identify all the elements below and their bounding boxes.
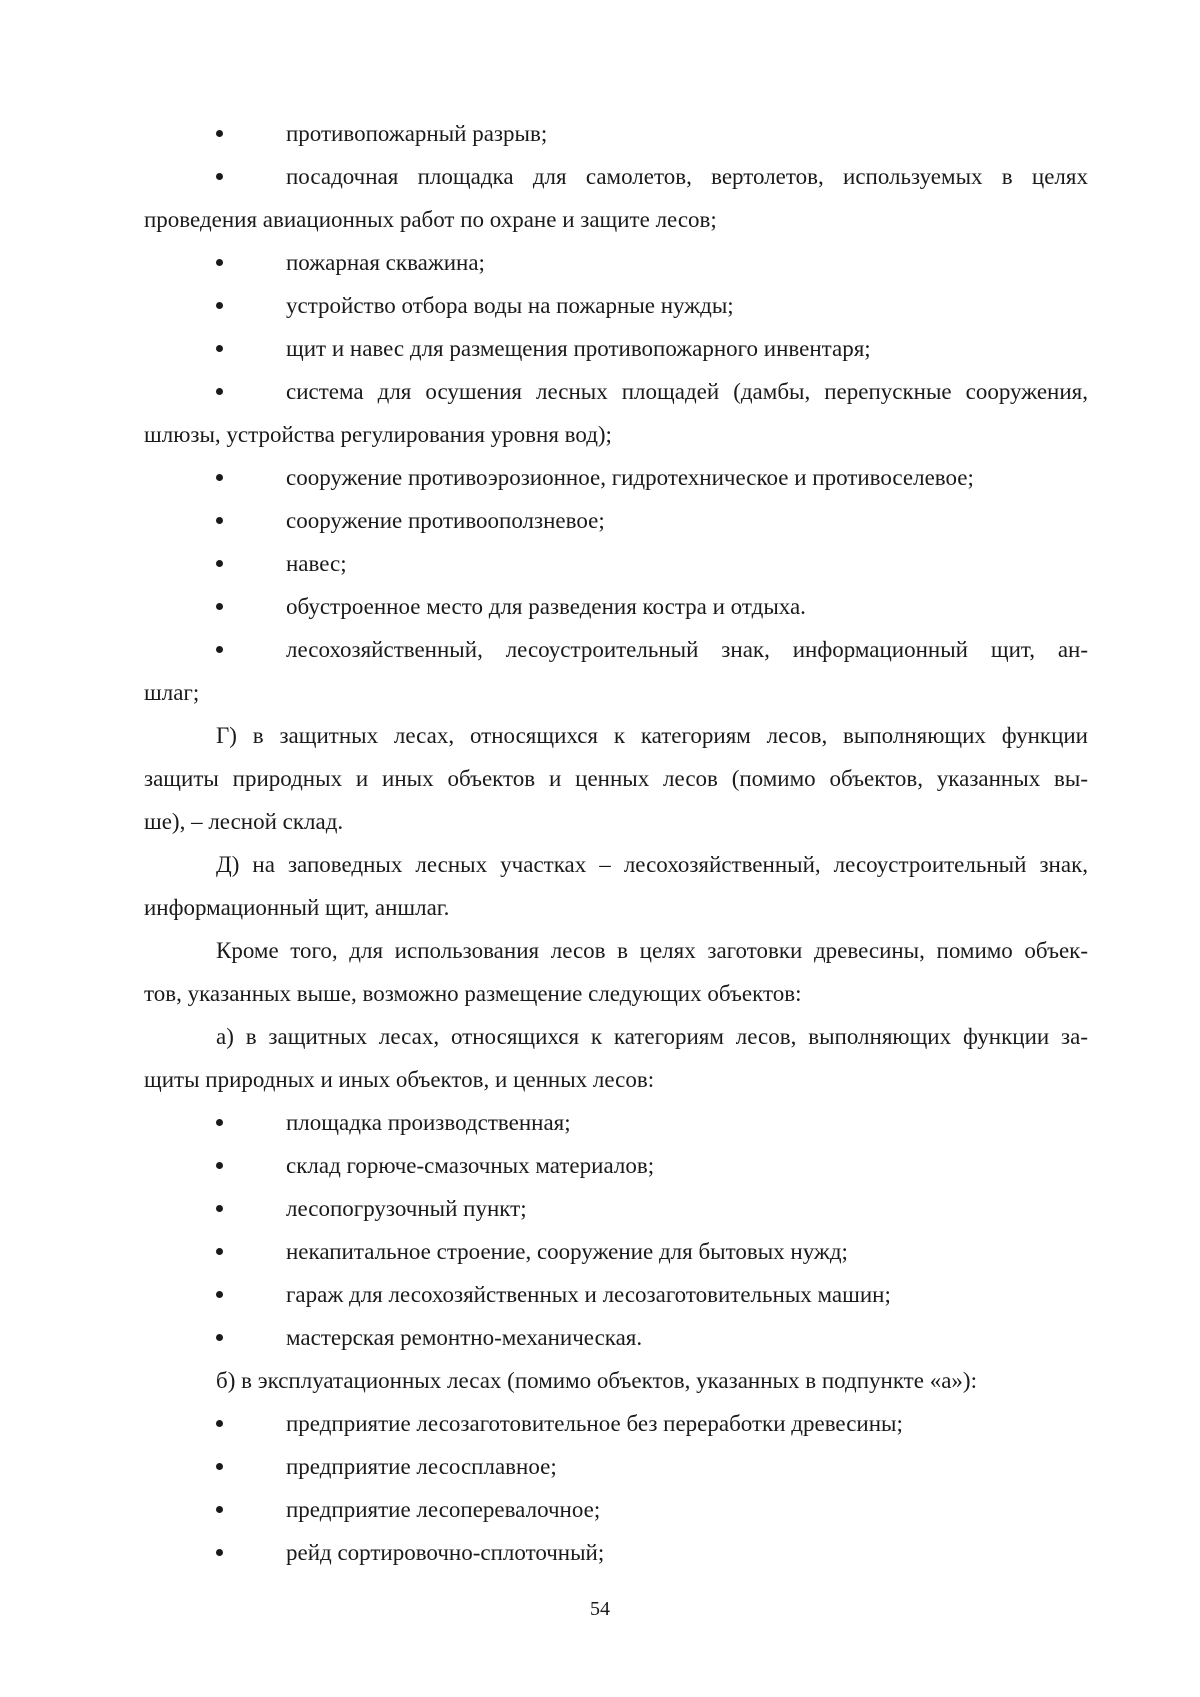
bullet-icon bbox=[216, 603, 223, 610]
page-number: 54 bbox=[590, 1598, 610, 1620]
list-item-text: щит и навес для размещения противопожарного инвентаря; bbox=[286, 336, 871, 361]
list-item-text: сооружение противооползневое; bbox=[286, 508, 605, 533]
list-item bbox=[144, 1101, 1088, 1144]
bullet-icon bbox=[216, 302, 223, 309]
bullet-icon bbox=[216, 474, 223, 481]
bullet-icon bbox=[216, 345, 223, 352]
list-item bbox=[144, 628, 1088, 671]
bullet-icon bbox=[216, 173, 223, 180]
list-item bbox=[144, 1144, 1088, 1187]
list-item-text: рейд сортировочно-сплоточный; bbox=[286, 1540, 605, 1565]
list-item-text: система для осушения лесных площадей (дамбы, перепускные сооружения, bbox=[286, 379, 1088, 404]
list-item bbox=[144, 1445, 1088, 1488]
paragraph-line: ше), – лесной склад. bbox=[144, 809, 344, 834]
list-item bbox=[144, 155, 1088, 198]
list-item-text: посадочная площадка для самолетов, вертолетов, используемых в целях bbox=[286, 164, 1088, 189]
list-item-text: склад горюче-смазочных материалов; bbox=[286, 1153, 655, 1178]
list-item-text: противопожарный разрыв; bbox=[286, 121, 548, 146]
bullet-icon bbox=[216, 560, 223, 567]
paragraph-line: б) в эксплуатационных лесах (помимо объектов, указанных в подпункте «а»): bbox=[216, 1368, 977, 1393]
list-item bbox=[144, 1273, 1088, 1316]
paragraph-line: защиты природных и иных объектов и ценных лесов (помимо объектов, указанных вы- bbox=[144, 766, 1088, 791]
bullet-icon bbox=[216, 517, 223, 524]
list-item-text: мастерская ремонтно-механическая. bbox=[286, 1325, 643, 1350]
list-item bbox=[144, 1402, 1088, 1445]
text-line: шлаг; bbox=[144, 680, 200, 705]
list-item-text: некапитальное строение, сооружение для бытовых нужд; bbox=[286, 1239, 848, 1264]
list-item-text: пожарная скважина; bbox=[286, 250, 485, 275]
list-item-text: обустроенное место для разведения костра и отдыха. bbox=[286, 594, 806, 619]
text-line: проведения авиационных работ по охране и защите лесов; bbox=[144, 207, 717, 232]
list-item bbox=[144, 456, 1088, 499]
bullet-icon bbox=[216, 1463, 223, 1470]
list-item-text: гараж для лесохозяйственных и лесозаготовительных машин; bbox=[286, 1282, 891, 1307]
bullet-icon bbox=[216, 1248, 223, 1255]
list-item bbox=[144, 585, 1088, 628]
list-item-text: площадка производственная; bbox=[286, 1110, 571, 1135]
bullet-icon bbox=[216, 1420, 223, 1427]
paragraph-line: а) в защитных лесах, относящихся к категориям лесов, выполняющих функции за- bbox=[216, 1024, 1088, 1049]
paragraph-line: Г) в защитных лесах, относящихся к категориям лесов, выполняющих функции bbox=[216, 723, 1088, 748]
list-item bbox=[144, 499, 1088, 542]
bullet-icon bbox=[216, 1334, 223, 1341]
bullet-icon bbox=[216, 1506, 223, 1513]
list-item bbox=[144, 1230, 1088, 1273]
bullet-icon bbox=[216, 1549, 223, 1556]
list-item-text: предприятие лесосплавное; bbox=[286, 1454, 557, 1479]
list-item-text: предприятие лесозаготовительное без переработки древесины; bbox=[286, 1411, 903, 1436]
page-body bbox=[144, 112, 1088, 1574]
paragraph-line: Д) на заповедных лесных участках – лесохозяйственный, лесоустроительный знак, bbox=[216, 852, 1088, 877]
list-item bbox=[144, 1531, 1088, 1574]
list-item-text: лесопогрузочный пункт; bbox=[286, 1196, 527, 1221]
list-item bbox=[144, 542, 1088, 585]
bullet-icon bbox=[216, 1205, 223, 1212]
list-item-text: навес; bbox=[286, 551, 347, 576]
list-item bbox=[144, 370, 1088, 413]
paragraph-line: информационный щит, аншлаг. bbox=[144, 895, 450, 920]
bullet-icon bbox=[216, 259, 223, 266]
list-item-text: устройство отбора воды на пожарные нужды; bbox=[286, 293, 734, 318]
list-item bbox=[144, 284, 1088, 327]
list-item bbox=[144, 327, 1088, 370]
bullet-icon bbox=[216, 1162, 223, 1169]
paragraph-line: тов, указанных выше, возможно размещение следующих объектов: bbox=[144, 981, 802, 1006]
bullet-icon bbox=[216, 1291, 223, 1298]
text-line: шлюзы, устройства регулирования уровня вод); bbox=[144, 422, 612, 447]
bullet-icon bbox=[216, 388, 223, 395]
list-item bbox=[144, 241, 1088, 284]
paragraph-line: Кроме того, для использования лесов в целях заготовки древесины, помимо объек- bbox=[216, 938, 1088, 963]
list-item-text: сооружение противоэрозионное, гидротехническое и противоселевое; bbox=[286, 465, 974, 490]
bullet-icon bbox=[216, 130, 223, 137]
list-item bbox=[144, 112, 1088, 155]
list-item-text: лесохозяйственный, лесоустроительный знак, информационный щит, ан- bbox=[286, 637, 1088, 662]
bullet-icon bbox=[216, 1119, 223, 1126]
list-item bbox=[144, 1488, 1088, 1531]
paragraph-line: щиты природных и иных объектов, и ценных лесов: bbox=[144, 1067, 655, 1092]
list-item bbox=[144, 1187, 1088, 1230]
list-item-text: предприятие лесоперевалочное; bbox=[286, 1497, 601, 1522]
bullet-icon bbox=[216, 646, 223, 653]
list-item bbox=[144, 1316, 1088, 1359]
